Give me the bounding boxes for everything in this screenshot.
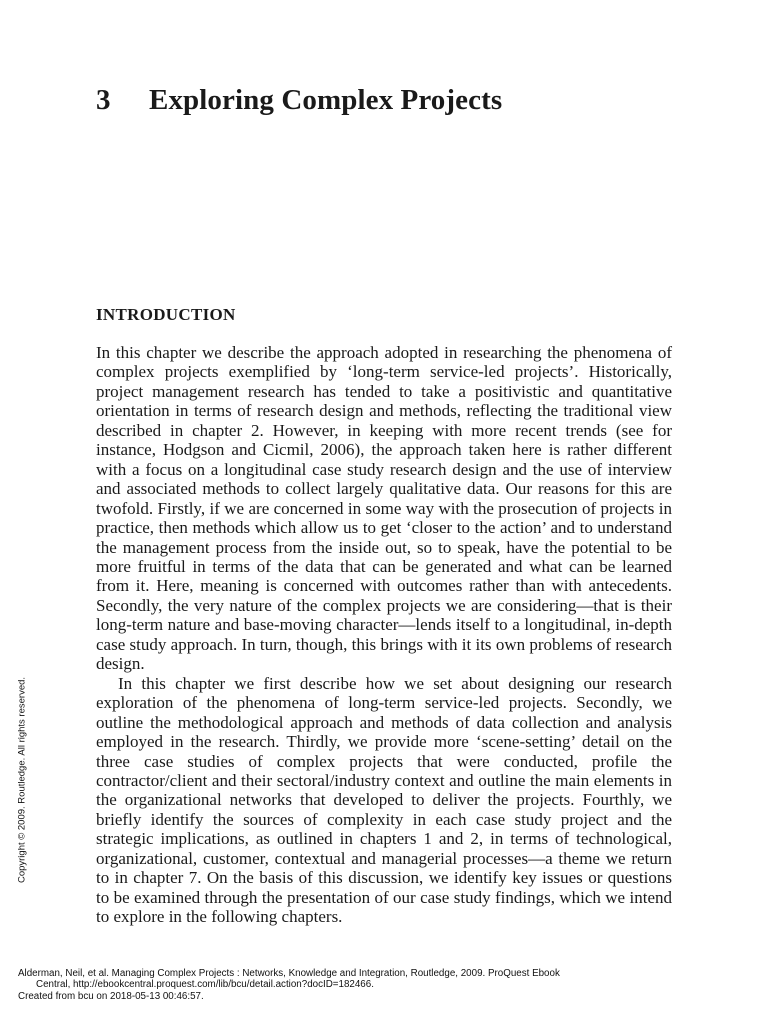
- copyright-notice: Copyright © 2009. Routledge. All rights reserved.: [16, 676, 28, 884]
- chapter-number: 3: [96, 84, 111, 116]
- citation-line-1: Alderman, Neil, et al. Managing Complex Projects : Networks, Knowledge and Integration, Routledge, 2009. ProQuest Ebook: [18, 968, 560, 979]
- citation-line-3: Created from bcu on 2018-05-13 00:46:57.: [18, 990, 204, 1002]
- section-heading: INTRODUCTION: [96, 305, 236, 324]
- chapter-title: [96, 84, 502, 117]
- paragraph-2: In this chapter we first describe how we set about designing our research exploration of the phenomena of long-term service-led projects. Secondly, we outline the methodological approach and methods of data collection and analysis employed in the research. Thirdly, we provide more ‘scene-setting’ detail on the three case studies of complex projects that were conducted, profile the contractor/client and their sectoral/industry context and outline the main elements in the organizational networks that developed to deliver the projects. Fourthly, we briefly identify the sources of complexity in each case study project and the strategic implications, as outlined in chapters 1 and 2, in terms of technological, organizational, customer, contextual and managerial processes—a theme we return to in chapter 7. On the basis of this discussion, we identify key issues or questions to be examined through the presentation of our case study findings, which we intend to explore in the following chapters.: [96, 673, 672, 927]
- citation-footer: [18, 968, 638, 1002]
- paragraph-1: In this chapter we describe the approach adopted in researching the phenomena of complex projects exemplified by ‘long-term service-led projects’. Historically, project management research has tended to take a positivistic and quantitative orientation in terms of research design and methods, reflecting the traditional view described in chapter 2. However, in keeping with more recent trends (see for instance, Hodgson and Cicmil, 2006), the approach taken here is rather different with a focus on a longitudinal case study research design and the use of interview and associated methods to collect largely qualitative data. Our reasons for this are twofold. Firstly, if we are concerned in some way with the prosecution of projects in practice, then methods which allow us to get ‘closer to the action’ and to understand the management process from the inside out, so to speak, have the potential to be more fruitful in terms of the data that can be generated and what can be learned from it. Here, meaning is concerned with outcomes rather than with antecedents. Secondly, the very nature of the complex projects we are considering—that is their long-term nature and base-moving character—lends itself to a longitudinal, in-depth case study approach. In turn, though, this brings with it its own problems of research design.: [96, 343, 672, 674]
- chapter-title-text: Exploring Complex Projects: [149, 84, 503, 116]
- body-text: [96, 343, 672, 927]
- citation-line-2: Central, http://ebookcentral.proquest.com/lib/bcu/detail.action?docID=182466.: [36, 979, 374, 991]
